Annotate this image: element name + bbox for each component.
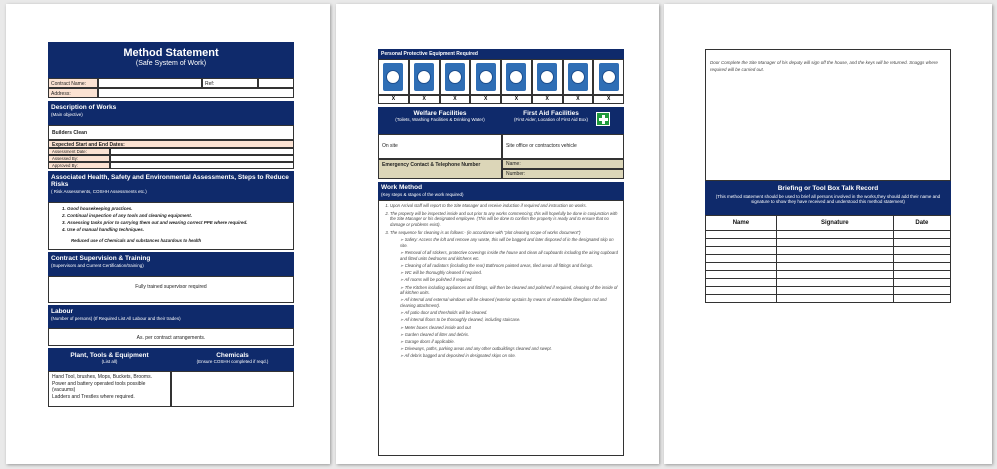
step-item: 2. The property will be inspected inside and out prior to any works commencing; this will hopefully be done in conjunction with the Site Manager or his designated employee. (This will be done to confirm the property is ready and to ensure that no damage or problems exist). [390, 211, 618, 228]
risk-item: 1. Good housekeeping practices. [67, 206, 283, 211]
ppe-cell [593, 59, 624, 95]
step-item [390, 230, 618, 359]
chemicals-sub: (Ensure COSHH completed if reqd.) [196, 359, 269, 364]
contract-name-field[interactable] [98, 78, 202, 88]
sub-step-item: ➢ All internal and external windows will be cleaned (exterior upstairs by means of extendable fiberglass rod and cleaning attachment). [400, 297, 607, 309]
sub-step-item: ➢ Garden cleared of litter and debris. [400, 331, 470, 337]
sub-step-item: ➢ Safety: Access the loft and remove any waste, this will be bagged and later disposed of in the designated skip on site. [400, 237, 614, 249]
first-aid-heading: First Aid Facilities [523, 110, 579, 117]
plant-sub: (List all) [101, 359, 118, 364]
table-row [706, 247, 951, 255]
plant-heading: Plant, Tools & Equipment [70, 352, 149, 359]
sub-step-item: ➢ Garage doors if applicable. [400, 338, 455, 344]
emergency-name-label: Name: [502, 159, 624, 169]
ppe-cell [532, 59, 563, 95]
respirator-icon [476, 63, 496, 91]
risk-section-header [48, 171, 294, 202]
work-method-section-header [378, 182, 624, 200]
labour-text: As. per contract arrangements. [48, 328, 294, 346]
briefing-heading: Briefing or Tool Box Talk Record [777, 185, 879, 192]
table-row [706, 239, 951, 247]
description-text: Builders Clean [48, 125, 294, 140]
welfare-heading: Welfare Facilities [413, 110, 467, 117]
address-label: Address: [48, 88, 98, 98]
supervision-section-header [48, 252, 294, 276]
work-method-steps [378, 200, 624, 364]
welfare-section-header [378, 107, 502, 134]
boots-icon [568, 63, 588, 91]
harness-icon [599, 63, 619, 91]
labour-heading: Labour [51, 308, 74, 315]
ppe-mark[interactable]: X [593, 95, 624, 104]
document-title: Method Statement [123, 47, 219, 59]
chemicals-body [171, 371, 294, 407]
dates-heading: Expected Start and End Dates: [48, 140, 294, 148]
ref-field[interactable] [258, 78, 294, 88]
sub-step-item: ➢ All internal floors to be thoroughly cleaned, including staircase. [400, 317, 521, 323]
sub-step-item: ➢ Cleaning of all radiators (including the rear) Bathroom painted areas, tiled areas all fittings and fixings. [400, 263, 594, 269]
approved-by-field[interactable] [110, 162, 294, 169]
ppe-marks-row [378, 95, 624, 104]
work-method-sub: (Key steps & stages of the work required) [381, 192, 464, 197]
ppe-cell [501, 59, 532, 95]
column-header-date: Date [893, 216, 950, 231]
table-row [706, 287, 951, 295]
sub-step-item: ➢ All rooms will be polished if required. [400, 277, 473, 283]
assessed-by-label: Assessed By: [48, 155, 110, 162]
risk-note: Reduced use of Chemicals and substances hazardous to health [71, 238, 202, 243]
ppe-cell [409, 59, 440, 95]
sub-step-item: ➢ WC will be thoroughly cleaned if required. [400, 270, 482, 276]
page-1 [6, 4, 330, 464]
document-subtitle: (Safe System of Work) [135, 60, 207, 67]
emergency-number-label: Number: [502, 169, 624, 179]
ppe-cell [440, 59, 471, 95]
ref-label: Ref: [202, 78, 258, 88]
table-row [706, 295, 951, 303]
table-row [706, 279, 951, 287]
work-method-heading: Work Method [381, 184, 423, 191]
supervision-sub: (Supervisors and Current Certification/training) [51, 263, 144, 268]
supervision-text: Fully trained supervisor required [48, 276, 294, 303]
description-section-header [48, 101, 294, 125]
sub-step-item: ➢ Driveways, paths, parking areas and any other outbuildings cleaned and swept. [400, 346, 552, 352]
first-aid-cross-icon [596, 112, 610, 126]
ppe-mark[interactable]: X [409, 95, 440, 104]
assessment-date-label: Assessment Date: [48, 148, 110, 155]
hi-vis-icon [506, 63, 526, 91]
assessed-by-field[interactable] [110, 155, 294, 162]
table-row [706, 271, 951, 279]
ppe-mark[interactable]: X [501, 95, 532, 104]
ppe-cell [563, 59, 594, 95]
risk-item: 2. Continual inspection of any tools and cleaning equipment. [67, 213, 283, 218]
sub-step-item: ➢ Removal of all stickers, protective coverings inside the house and clean all cupboards including the airing cupboard and fitted units bedrooms and kitchens etc. [400, 250, 618, 261]
description-heading: Description of Works [51, 104, 117, 111]
briefing-section-header [705, 181, 951, 215]
risk-item: 4. Use of manual handling techniques. [67, 227, 283, 232]
plant-body [48, 371, 171, 407]
address-field[interactable] [98, 88, 294, 98]
plant-text-2: Ladders and Trestles where required. [52, 393, 135, 400]
first-aid-text: Site office or contractors vehicle [502, 134, 624, 159]
labour-sub: (Number of persons) (If Required List All Labour and their trades) [51, 316, 181, 321]
hard-hat-icon [383, 63, 403, 91]
risk-item: 3. Assessing tasks prior to carrying them out and wearing correct PPE where required. [67, 220, 283, 225]
step-item: 1. Upon Arrival staff will report to the Site Manager and receive induction if required and instruction on works. [390, 203, 618, 209]
ppe-cell [378, 59, 409, 95]
ppe-mark[interactable]: X [563, 95, 594, 104]
plant-section-header [48, 348, 171, 371]
sub-step-item: ➢ All debris bagged and deposited in designated skips on site. [400, 353, 516, 359]
ppe-icons-row [378, 59, 624, 95]
ppe-mark[interactable]: X [378, 95, 409, 104]
ppe-mark[interactable]: X [532, 95, 563, 104]
supervision-heading: Contract Supervision & Training [51, 255, 151, 262]
welfare-text: On site [378, 134, 502, 159]
ppe-mark[interactable]: X [470, 95, 501, 104]
sub-step-item: ➢ The Kitchen including appliances and fittings, will then be cleaned and polished if required, cleaning of the inside of all kitchen units. [400, 284, 618, 296]
description-sub: (Main objective) [51, 112, 83, 117]
closing-text: Door Complete the Site Manager of his deputy will sign off the house, and the keys will be returned. Snaggs where required will be carried out. [705, 49, 951, 181]
labour-section-header [48, 305, 294, 328]
page-3 [664, 4, 992, 464]
ppe-cell [470, 59, 501, 95]
ear-protection-icon [414, 63, 434, 91]
gloves-icon [537, 63, 557, 91]
step-text: The sequence for cleaning is as follows:- (in accordance with "plot cleaning scope of works document") [390, 229, 581, 235]
briefing-sub: (This method statement should be used to brief all persons involved in the works,they should add their name and signature to show they have received and understood this method statement) [715, 194, 941, 204]
briefing-register-table [705, 215, 951, 303]
table-row [706, 263, 951, 271]
chemicals-section-header [171, 348, 294, 371]
risk-heading: Associated Health, Safety and Environmental Assessments, Steps to Reduce Risks [51, 174, 289, 188]
sub-step-item: ➢ Meter boxes cleaned inside and out [400, 324, 471, 330]
table-row [706, 231, 951, 239]
ppe-header: Personal Protective Equipment Required [378, 49, 624, 59]
approved-by-label: Approved By: [48, 162, 110, 169]
method-statement-title-bar [48, 42, 294, 78]
risk-body [48, 202, 294, 250]
assessment-date-field[interactable] [110, 148, 294, 155]
chemicals-heading: Chemicals [216, 352, 249, 359]
table-row [706, 255, 951, 263]
sub-step-item: ➢ All patio door and thresholds will be cleaned. [400, 310, 488, 316]
column-header-name: Name [706, 216, 777, 231]
welfare-sub: (Toilets, Washing Facilities & Drinking Water) [395, 117, 485, 122]
first-aid-sub: (First Aider, Location of First Aid Box) [513, 117, 589, 122]
face-shield-icon [445, 63, 465, 91]
emergency-contact-label: Emergency Contact & Telephone Number [378, 159, 502, 179]
column-header-signature: Signature [776, 216, 893, 231]
plant-text: Hand Tool, brushes, Mops, Buckets, Brooms. Power and battery operated tools possible (vacuums) [52, 374, 152, 393]
ppe-mark[interactable]: X [440, 95, 471, 104]
risk-sub: ( Risk Assessments, COSHH Assessments etc.) [51, 189, 147, 194]
contract-name-label: Contract Name: [48, 78, 98, 88]
page-2 [336, 4, 659, 464]
